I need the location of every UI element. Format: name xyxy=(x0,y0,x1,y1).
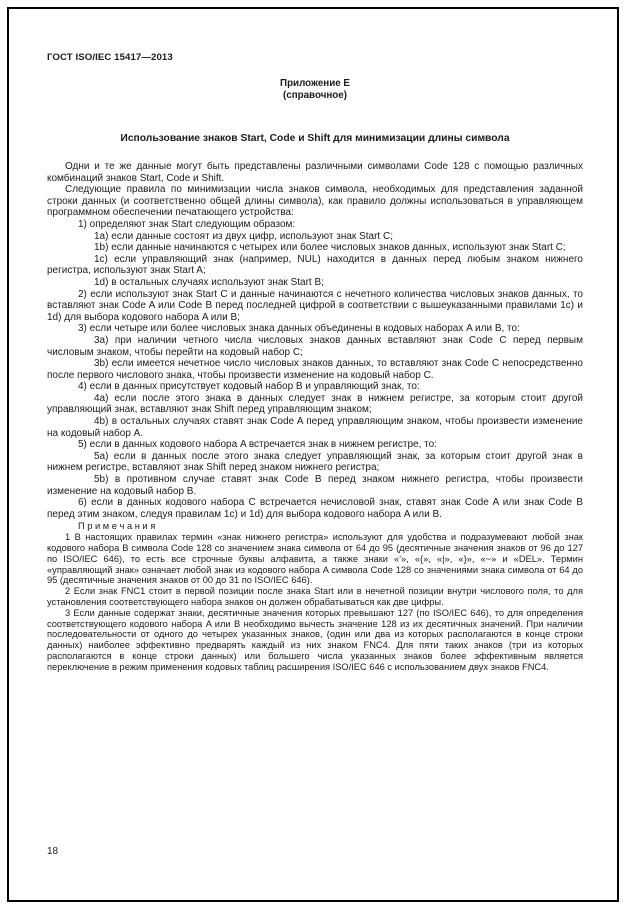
note-1: 1 В настоящих правилах термин «знак нижнего регистра» используют для удобства и подразумевают любой знак кодового набора B символа Code 128 со значением знака символа от 64 до 95 (десятичные значения знаков от 96 до 127 по ISO/IEC 646), то есть все строчные буквы алфавита, а также знаки «'», «{», «|», «}», «~» и «DEL». Термин «управляющий знак» означает любой знак из кодового набора A символа Code 128 со значениями знака символа от 64 до 95 (десятичные значения знаков от 00 до 31 по ISO/IEC 646). xyxy=(47,532,583,586)
paragraph-intro: Одни и те же данные могут быть представлены различными символами Code 128 с помощью различных комбинаций знаков Start, Code и Shift. xyxy=(47,161,583,184)
paragraph-rule-5: 5) если в данных кодового набора A встречается знак в нижнем регистре, то: xyxy=(78,439,437,451)
appendix-kind: (справочное) xyxy=(283,89,347,101)
paragraph-rule-1: 1) определяют знак Start следующим образом: xyxy=(78,218,296,230)
paragraph-rule-6: 6) если в данных кодового набора C встречается нечисловой знак, ставят знак Code A или знак Code B перед этим знаком, следуя правилам 1c) и 1d) для выбора кодового набора A или B. xyxy=(47,497,583,520)
paragraph-rule-3: 3) если четыре или более числовых знака данных объединены в кодовых наборах A или B, то: xyxy=(78,323,520,335)
appendix-label: Приложение Е xyxy=(280,78,350,89)
document-number-header: ГОСТ ISO/IEC 15417—2013 xyxy=(47,52,173,63)
paragraph-rule-1b: 1b) если данные начинаются с четырех или более числовых знаков данных, используют знак Start C; xyxy=(94,242,566,254)
paragraph-rule-4b: 4b) в остальных случаях ставят знак Code A перед управляющим знаком, чтобы произвести изменение на кодовый набор A. xyxy=(47,416,583,439)
appendix-heading xyxy=(47,78,583,101)
notes-heading: П р и м е ч а н и я xyxy=(78,521,156,532)
notes-section xyxy=(47,521,583,672)
paragraph-rule-4a: 4a) если после этого знака в данных следует знак в нижнем регистре, за которым стоит другой управляющий знак, вставляют знак Shift перед управляющим знаком; xyxy=(47,392,583,416)
paragraph-rules-intro: Следующие правила по минимизации числа знаков символа, необходимых для представления заданной строки данных (и соответственно общей длины символа), как правило должны использоваться в управляющем программном обеспечении печатающего устройства: xyxy=(47,184,583,219)
paragraph-rule-5b: 5b) в противном случае ставят знак Code B перед знаком нижнего регистра, чтобы произвести изменение на кодовый набор B. xyxy=(47,474,583,497)
page-number: 18 xyxy=(47,846,59,857)
paragraph-rule-5a: 5a) если в данных после этого знака следует управляющий знак, за которым стоит другой знак в нижнем регистре, вставляют знак Shift перед знаком нижнего регистра; xyxy=(47,450,583,474)
paragraph-rule-3b: 3b) если имеется нечетное число числовых знаков данных, то вставляют знак Code C непосредственно после первого числового знака, чтобы произвести изменение на кодовый набор C. xyxy=(47,358,583,381)
paragraph-rule-3a: 3a) при наличии четного числа числовых знаков данных вставляют знак Code C перед первым числовым знаком, чтобы перейти на кодовый набор C; xyxy=(47,334,583,358)
page-title: Использование знаков Start, Code и Shift для минимизации длины символа xyxy=(120,133,510,144)
document-body xyxy=(47,161,583,673)
paragraph-rule-2: 2) если используют знак Start C и данные начинаются с нечетного количества числовых знаков данных, то вставляют знак Code A или Code B перед последней цифрой в соответствии с вышеуказанными правилами 1c) и 1d) для выбора кодового набора A или B; xyxy=(47,288,583,323)
paragraph-rule-1a: 1a) если данные состоят из двух цифр, используют знак Start C; xyxy=(94,230,393,242)
paragraph-rule-4: 4) если в данных присутствует кодовый набор B и управляющий знак, то: xyxy=(78,381,420,393)
paragraph-rule-1c: 1c) если управляющий знак (например, NUL) находится в данных перед любым знаком нижнего регистра, используют знак Start A; xyxy=(47,253,583,277)
note-3: 3 Если данные содержат знаки, десятичные значения которых превышают 127 (по ISO/IEC 646), то для определения соответствующего кодового набора A или B необходимо вычесть значение 128 из их десятичных значений. При наличии последовательности от одного до четырех указанных знаков, (один или два из которых располагаются в конце строки данных) наиболее эффективно предварять каждый из них знаком FNC4. Для пяти таких знаков (три из которых располагаются в конце строки данных) или большего числа указанных знаков более эффективным является переключение в режим применения кодовых таблиц расширения ISO/IEC 646 с использованием двух знаков FNC4. xyxy=(47,607,583,672)
note-2: 2 Если знак FNC1 стоит в первой позиции после знака Start или в нечетной позиции внутри числового поля, то для установления соответствующего набора знаков он должен обрабатываться как две цифры. xyxy=(47,586,583,607)
paragraph-rule-1d: 1d) в остальных случаях используют знак Start B; xyxy=(94,276,324,288)
